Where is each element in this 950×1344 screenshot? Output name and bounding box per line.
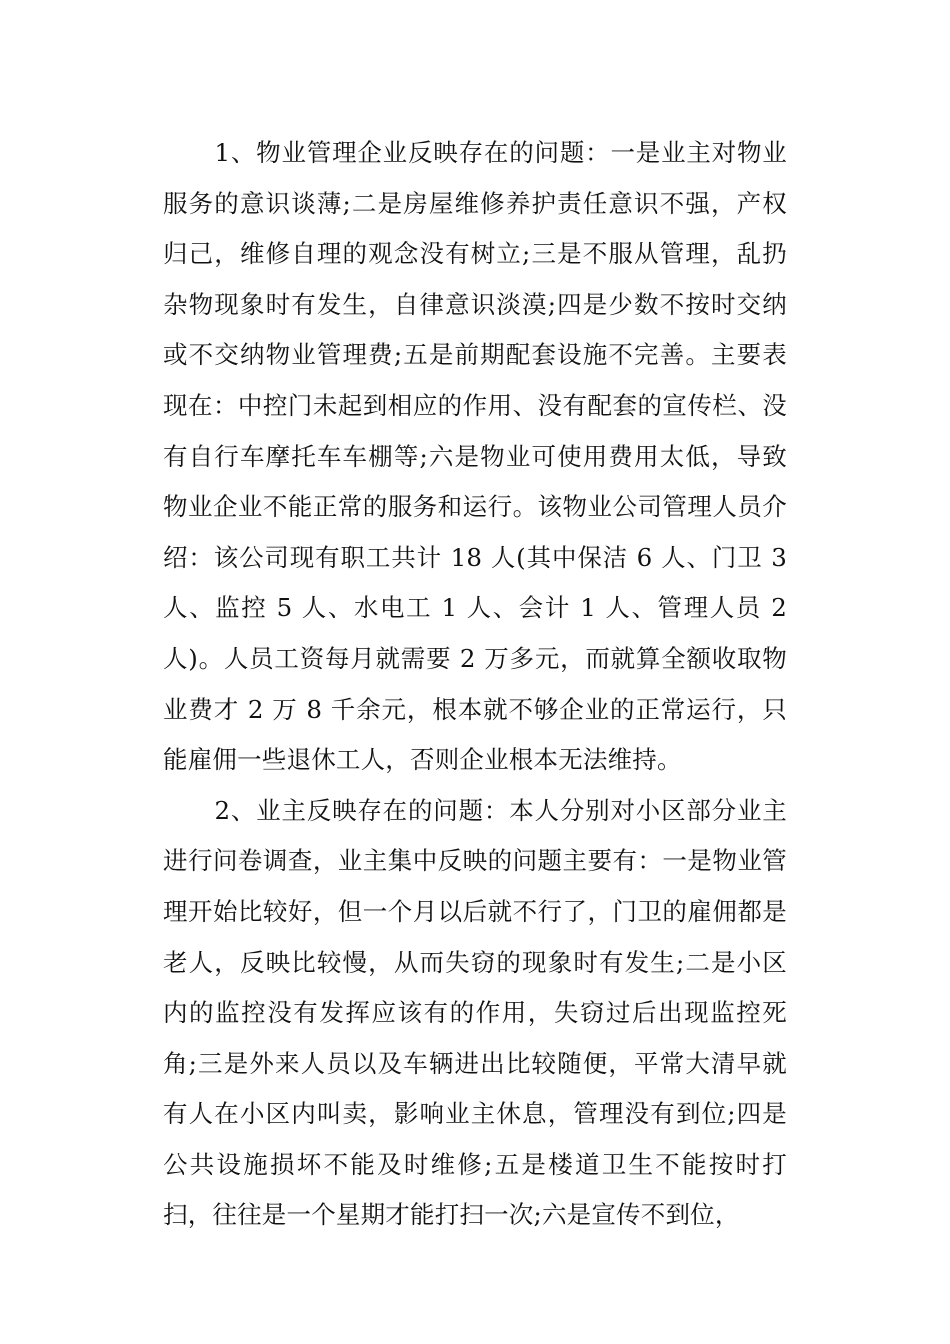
paragraph-owner-issues: 2、业主反映存在的问题：本人分别对小区部分业主进行问卷调查，业主集中反映的问题主要有：一是物业管理开始比较好，但一个月以后就不行了，门卫的雇佣都是老人，反映比较慢，从而失窃的现象时有发生;二是小区内的监控没有发挥应该有的作用，失窃过后出现监控死角;三是外来人员以及车辆进出比较随便，平常大清早就有人在小区内叫卖，影响业主休息，管理没有到位;四是公共设施损坏不能及时维修;五是楼道卫生不能按时打扫，往往是一个星期才能打扫一次;六是宣传不到位， bbox=[163, 795, 787, 1230]
paragraph-property-company-issues: 1、物业管理企业反映存在的问题：一是业主对物业服务的意识谈薄;二是房屋维修养护责任意识不强，产权归己，维修自理的观念没有树立;三是不服从管理，乱扔杂物现象时有发生，自律意识淡漠;四是少数不按时交纳或不交纳物业管理费;五是前期配套设施不完善。主要表现在：中控门未起到相应的作用、没有配套的宣传栏、没有自行车摩托车车棚等;六是物业可使用费用太低，导致物业企业不能正常的服务和运行。该物业公司管理人员介绍：该公司现有职工共计 18 人(其中保洁 6 人、门卫 3 人、监控 5 人、水电工 1 人、会计 1 人、管理人员 2 人)。人员工资每月就需要 2 万多元，而就算全额收取物业费才 2 万 8 千余元，根本就不够企业的正常运行，只能雇佣一些退休工人，否则企业根本无法维持。 bbox=[163, 138, 787, 775]
document-body bbox=[163, 128, 787, 1241]
